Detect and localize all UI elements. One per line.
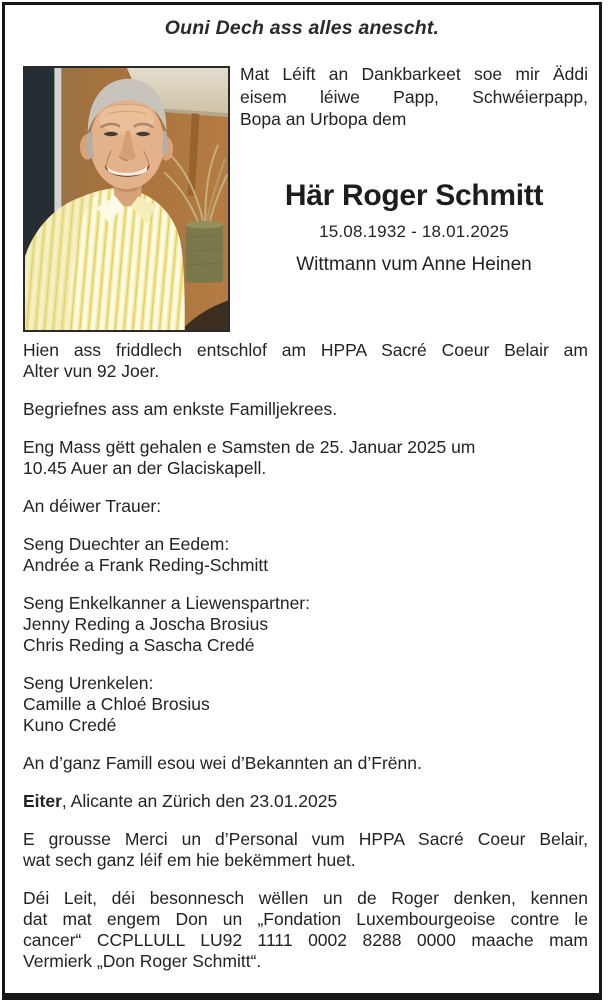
intro-text <box>240 63 588 131</box>
text-line: Kuno Credé <box>23 715 117 735</box>
text-line: Chris Reding a Sascha Credé <box>23 635 255 655</box>
paragraph-family-friends <box>23 753 588 774</box>
text-line: Seng Urenkelen: <box>23 673 154 693</box>
text-line: Alter vun 92 Joer. <box>23 361 160 381</box>
text-line: cancer“ CCPLLULL LU92 1111 0002 8288 0000 maache mam <box>23 930 588 950</box>
text-line: An d’ganz Famill esou wei d’Bekannten an d’Frënn. <box>23 753 422 773</box>
text-line: Hien ass friddlech entschlof am HPPA Sacré Coeur Belair am <box>23 340 588 360</box>
text-line: dat mat engem Don un „Fondation Luxembourgeoise contre le <box>23 909 588 929</box>
life-dates: 15.08.1932 - 18.01.2025 <box>319 222 509 241</box>
text-line: 10.45 Auer an der Glaciskapell. <box>23 458 267 478</box>
paragraph-thanks <box>23 829 588 871</box>
text-line: Vermierk „Don Roger Schmitt“. <box>23 951 262 971</box>
text-line: Bopa an Urbopa dem <box>240 109 407 129</box>
paragraph-mass <box>23 437 588 479</box>
paragraph-donations <box>23 888 588 972</box>
deceased-block <box>240 179 588 276</box>
text-line: Mat Léift an Dankbarkeet soe mir Äddi <box>240 64 588 84</box>
paragraph-grandchildren <box>23 593 588 656</box>
text-line: Begriefnes ass am enkste Familljekrees. <box>23 399 338 419</box>
notice-body <box>23 340 588 972</box>
paragraph-death <box>23 340 588 382</box>
dateline-rest: , Alicante an Zürich den 23.01.2025 <box>61 791 338 811</box>
paragraph-great-grandchildren <box>23 673 588 736</box>
paragraph-daughter <box>23 534 588 576</box>
text-line: Jenny Reding a Joscha Brosius <box>23 614 269 634</box>
text-line: Déi Leit, déi besonnesch wëllen un de Roger denken, kennen <box>23 888 588 908</box>
text-line: Andrée a Frank Reding-Schmitt <box>23 555 269 575</box>
paragraph-funeral-private <box>23 399 588 420</box>
text-line: Eng Mass gëtt gehalen e Samsten de 25. Januar 2025 um <box>23 437 476 457</box>
text-line: Seng Enkelkanner a Liewenspartner: <box>23 593 310 613</box>
portrait-photo <box>23 66 230 332</box>
text-line: An déiwer Trauer: <box>23 496 162 516</box>
deceased-name: Här Roger Schmitt <box>284 179 544 212</box>
dateline-place: Eiter <box>23 791 62 811</box>
paragraph-mourning-header <box>23 496 588 517</box>
text-line: eisem léiwe Papp, Schwéierpapp, <box>240 86 588 107</box>
text-line: E grousse Merci un d’Personal vum HPPA Sacré Coeur Belair, <box>23 829 588 849</box>
text-line: wat sech ganz léif em hie bekëmmert huet. <box>23 850 356 870</box>
epigraph: Ouni Dech ass alles anescht. <box>164 17 440 39</box>
widower-line: Wittmann vum Anne Heinen <box>296 254 532 275</box>
text-line: Camille a Chloé Brosius <box>23 694 210 714</box>
dateline <box>23 791 588 812</box>
text-line: Seng Duechter an Eedem: <box>23 534 230 554</box>
portrait-illustration <box>25 68 228 330</box>
